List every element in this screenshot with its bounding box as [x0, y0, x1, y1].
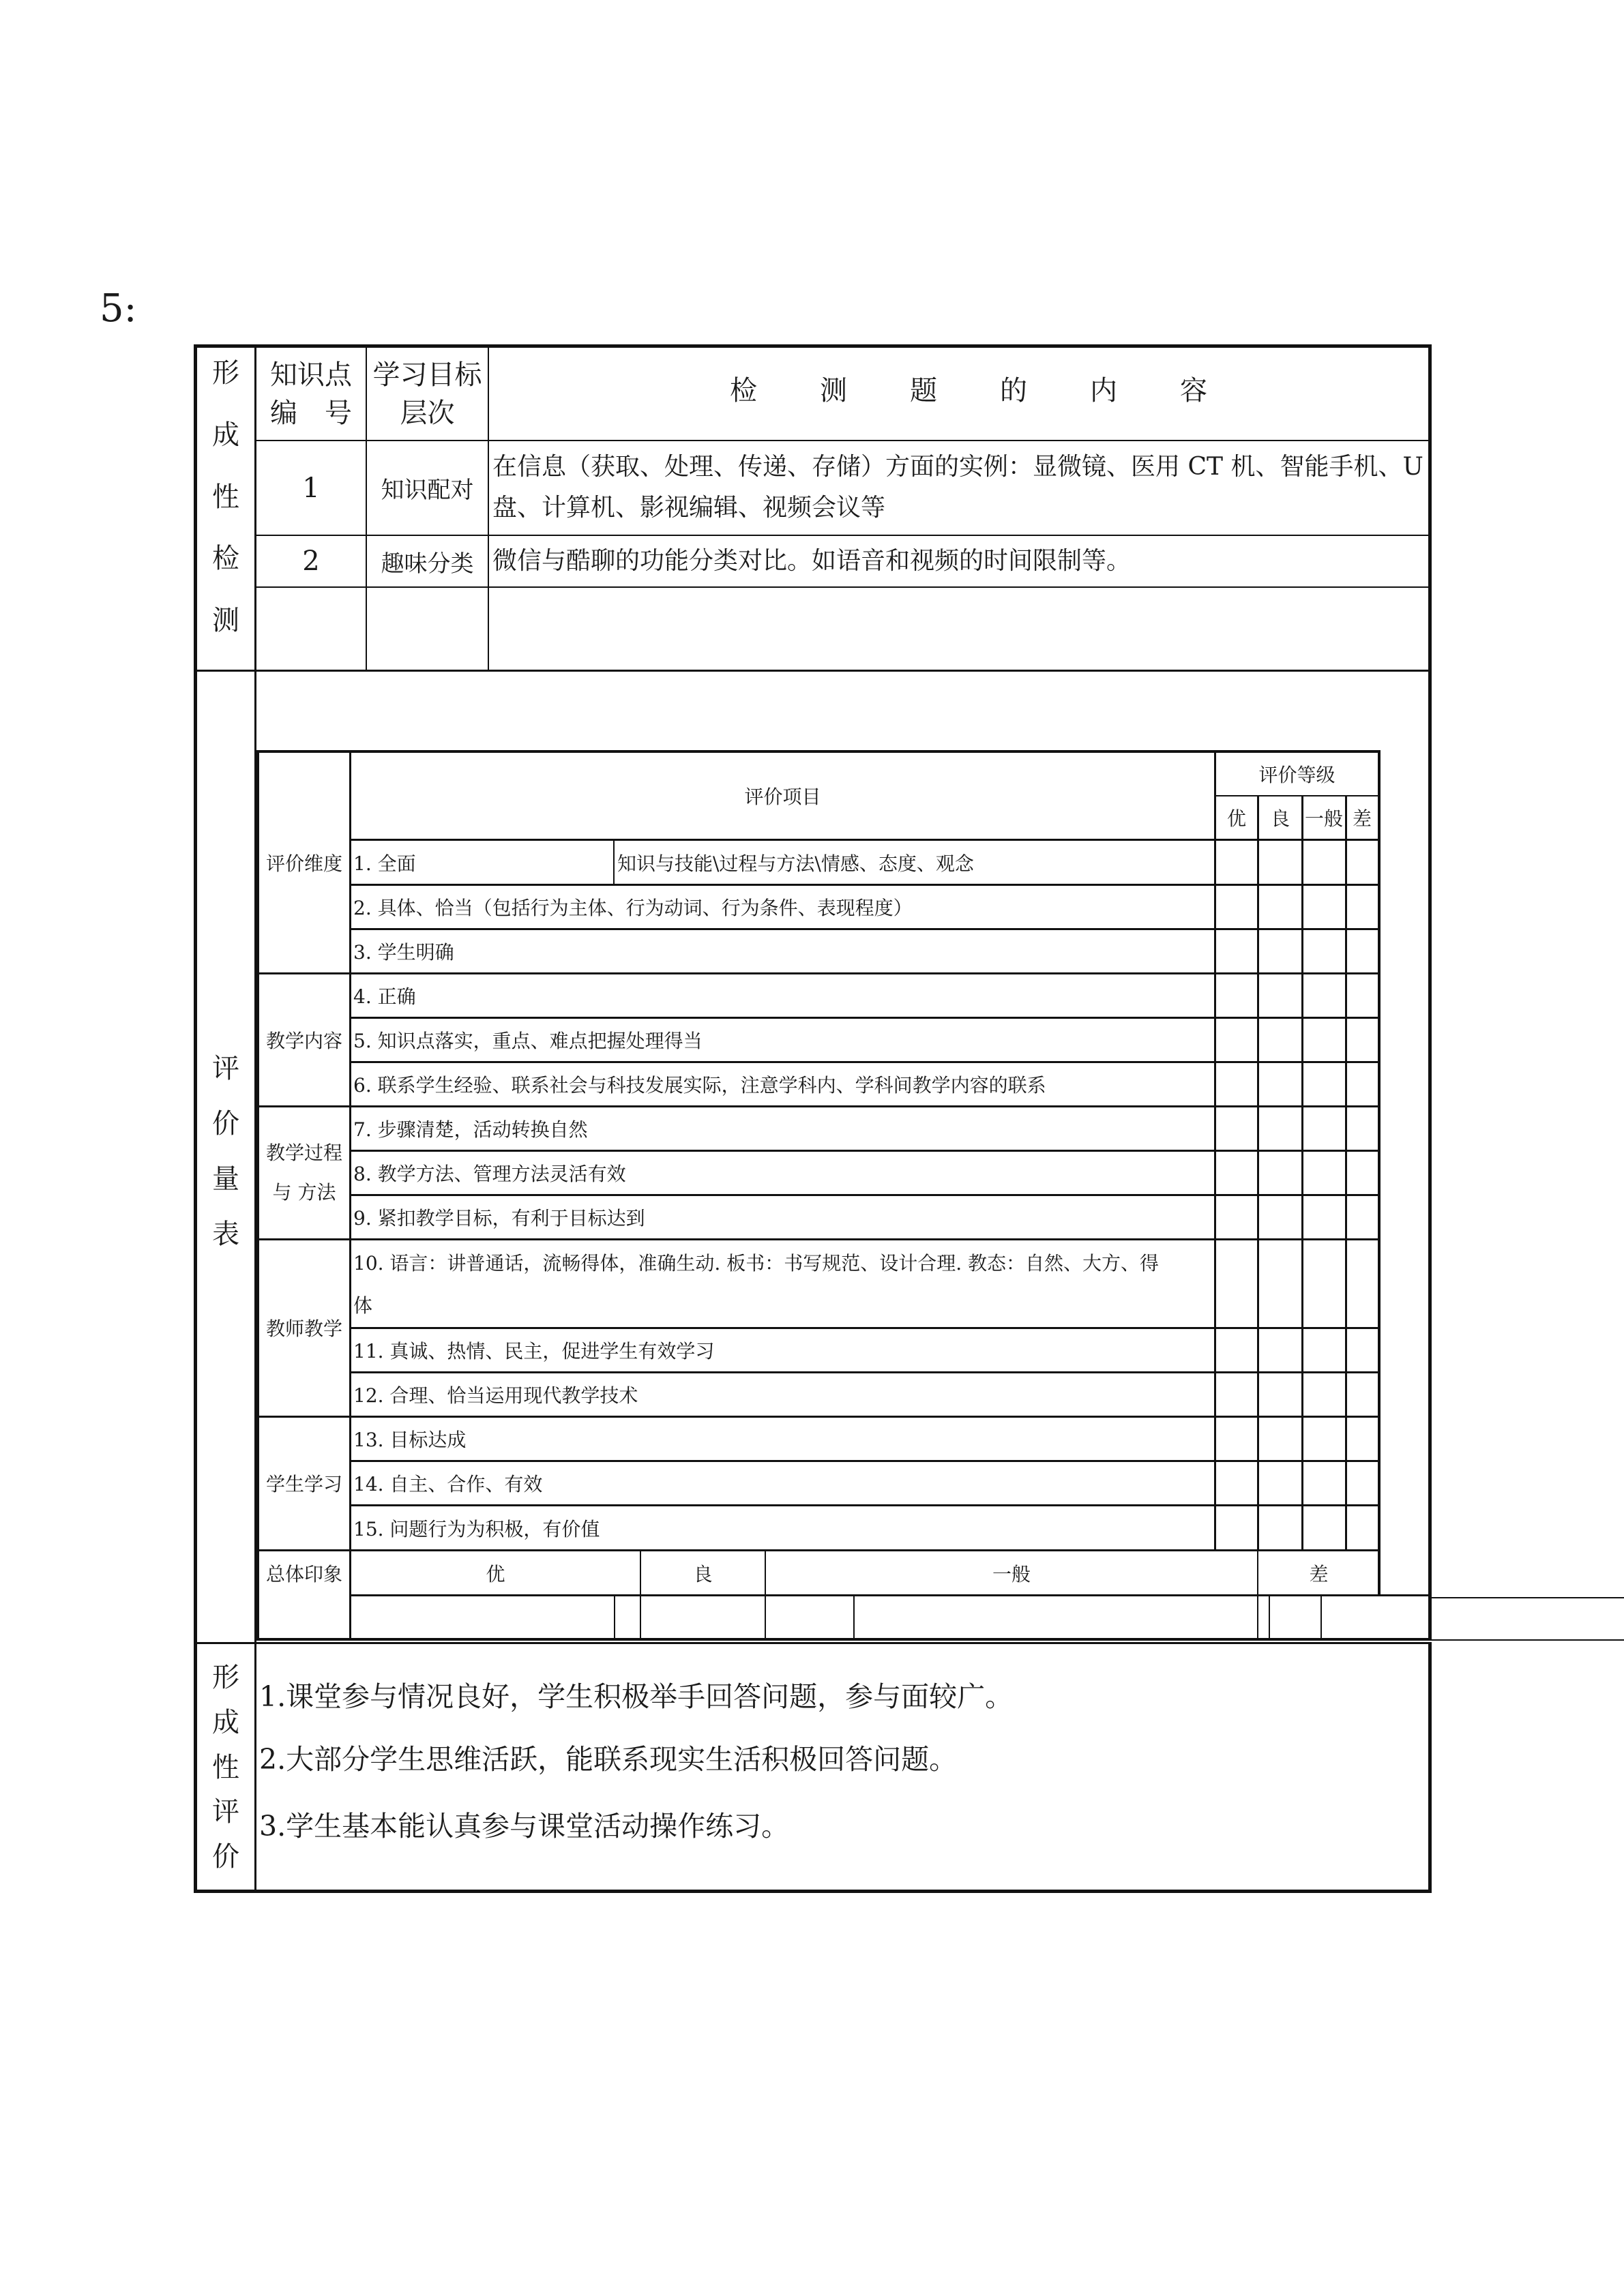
detection-side-label — [197, 351, 254, 638]
row-1-content — [492, 447, 1427, 528]
overall-col-line — [614, 1596, 615, 1639]
header-line: 编 号 — [270, 397, 352, 429]
header-char: 内 — [1090, 375, 1117, 406]
grade-poor: 差 — [1352, 807, 1372, 830]
grade-good: 良 — [1270, 807, 1290, 830]
group-label-learning: 学生学习 — [265, 1473, 342, 1495]
grade-excellent: 优 — [1226, 807, 1246, 830]
outer-border-right — [1428, 344, 1432, 1640]
row-2-id: 2 — [302, 546, 320, 577]
overall-label: 总体印象 — [265, 1562, 342, 1585]
row-1-id: 1 — [302, 472, 320, 504]
side-char: 性 — [212, 1751, 239, 1783]
overall-col-line — [853, 1596, 855, 1639]
formative-line-3: 3.学生基本能认真参与课堂活动操作练习。 — [259, 1810, 790, 1843]
group-label-line: 与 方法 — [272, 1180, 336, 1204]
side-char: 成 — [212, 1706, 239, 1738]
grade-average: 一般 — [1304, 807, 1343, 830]
eval-item-14: 14. 自主、合作、有效 — [353, 1473, 543, 1495]
side-char: 性 — [212, 481, 239, 513]
eval-item-10-line: 体 — [353, 1294, 373, 1317]
header-char: 的 — [1000, 375, 1027, 406]
row-2-level: 趣味分类 — [381, 550, 474, 578]
header-char: 测 — [820, 375, 847, 406]
outer-border-right-lower — [1428, 1642, 1432, 1893]
eval-grade-col-line-2 — [1301, 796, 1303, 1551]
eval-item-10-line: 10. 语言：讲普通话，流畅得体，准确生动. 板书：书写规范、设计合理. 教态：自然、大方、得 — [353, 1252, 1160, 1274]
eval-item-10 — [353, 1242, 1213, 1327]
eval-item-12: 12. 合理、恰当运用现代教学技术 — [353, 1384, 638, 1407]
detection-row-line-3 — [256, 586, 1430, 588]
eval-item-5: 5. 知识点落实，重点、难点把握处理得当 — [353, 1030, 703, 1052]
side-char: 形 — [212, 357, 239, 389]
overall-col-line — [1320, 1596, 1322, 1639]
side-char: 价 — [212, 1108, 239, 1139]
group-label-teaching: 教师教学 — [265, 1317, 342, 1340]
eval-item-1-detail: 知识与技能\过程与方法\情感、态度、观念 — [617, 852, 974, 875]
eval-item-6: 6. 联系学生经验、联系社会与科技发展实际，注意学科内、学科间教学内容的联系 — [353, 1074, 1046, 1097]
header-knowledge-point — [256, 348, 366, 440]
evaluation-side-label — [197, 1047, 254, 1251]
formative-line-2: 2.大部分学生思维活跃，能联系现实生活积极回答问题。 — [259, 1743, 958, 1776]
side-char: 检 — [212, 543, 239, 575]
side-char: 评 — [212, 1796, 239, 1828]
overall-col-line — [1269, 1596, 1270, 1639]
group-label-dimension: 评价维度 — [265, 852, 342, 875]
overall-poor: 差 — [1309, 1562, 1329, 1585]
group-label-line: 教学过程 — [265, 1141, 342, 1164]
overall-excellent: 优 — [486, 1562, 505, 1585]
overall-good: 良 — [693, 1562, 713, 1585]
content-line: 在信息（获取、处理、传递、存储）方面的实例：显微镜、医用 CT 机、智能手机、U — [492, 453, 1423, 481]
header-level — [367, 348, 488, 440]
header-line: 学习目标 — [372, 359, 482, 391]
overall-average: 一般 — [992, 1562, 1031, 1585]
eval-item-3: 3. 学生明确 — [353, 941, 454, 964]
eval-table-bottom — [256, 1638, 1430, 1641]
overall-row-line — [351, 1594, 1430, 1596]
side-char: 表 — [212, 1219, 239, 1250]
eval-item-8: 8. 教学方法、管理方法灵活有效 — [353, 1163, 626, 1185]
eval-item-13: 13. 目标达成 — [353, 1429, 467, 1451]
eval-table-bottom-ext2 — [1428, 1639, 1624, 1641]
header-char: 检 — [730, 375, 757, 406]
outer-border-bottom — [194, 1890, 1432, 1893]
eval-item-11: 11. 真诚、热情、民主，促进学生有效学习 — [353, 1340, 715, 1362]
eval-group-line — [258, 1238, 1379, 1240]
header-char: 题 — [910, 375, 937, 406]
header-char: 容 — [1180, 375, 1207, 406]
eval-grade-col-line-3 — [1345, 796, 1347, 1551]
formative-line-1: 1.课堂参与情况良好，学生积极举手回答问题，参与面较广。 — [259, 1680, 1014, 1713]
eval-item-header: 评价项目 — [744, 786, 821, 808]
side-char: 成 — [212, 419, 239, 451]
eval-item-9: 9. 紧扣教学目标，有利于目标达到 — [353, 1207, 645, 1229]
header-content — [730, 372, 1207, 413]
eval-table-right — [1378, 750, 1381, 1596]
row-2-content: 微信与酷聊的功能分类对比。如语音和视频的时间限制等。 — [492, 547, 1132, 575]
eval-item-7: 7. 步骤清楚，活动转换自然 — [353, 1118, 588, 1141]
eval-item-1: 1. 全面 — [353, 852, 416, 875]
section-number: 5: — [100, 286, 137, 331]
header-line: 知识点 — [270, 359, 352, 391]
divider-detection-evaluation — [194, 670, 1430, 672]
row-1-level: 知识配对 — [381, 477, 474, 504]
detection-col-line-2 — [488, 346, 489, 670]
divider-evaluation-formative — [194, 1642, 1430, 1644]
group-label-content: 教学内容 — [265, 1029, 342, 1052]
eval-item-4: 4. 正确 — [353, 985, 416, 1008]
eval-grade-header: 评价等级 — [1258, 764, 1335, 786]
side-char: 测 — [212, 605, 239, 636]
eval-item-15: 15. 问题行为为积极，有价值 — [353, 1517, 600, 1540]
group-label-process — [259, 1107, 349, 1238]
side-char: 形 — [212, 1662, 239, 1693]
formative-side-label — [197, 1656, 254, 1874]
header-line: 层次 — [400, 397, 455, 429]
eval-item-2: 2. 具体、恰当（包括行为主体、行为动词、行为条件、表现程度） — [353, 897, 913, 919]
eval-grade-col-line-1 — [1257, 796, 1259, 1551]
eval-table-bottom-ext — [1428, 1597, 1624, 1598]
side-char: 价 — [212, 1841, 239, 1873]
side-char: 评 — [212, 1053, 239, 1084]
side-char: 量 — [212, 1163, 239, 1195]
content-line: 盘、计算机、影视编辑、视频会议等 — [492, 494, 886, 522]
